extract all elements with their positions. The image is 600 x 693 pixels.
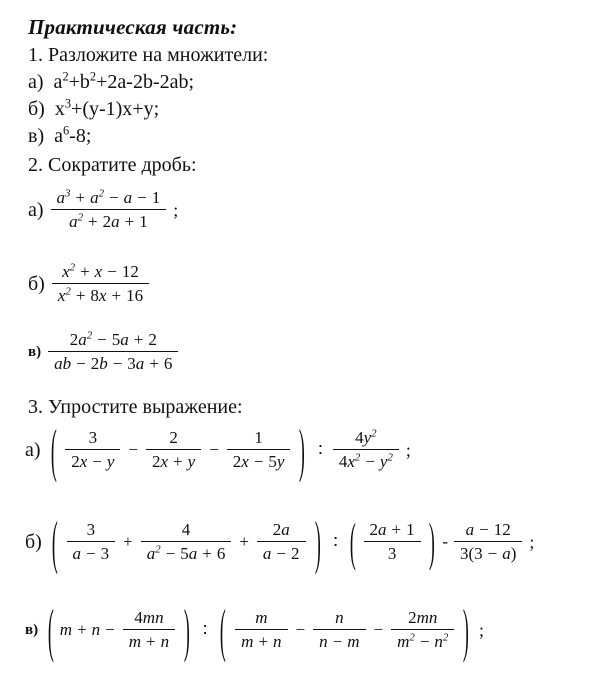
task-3-item-b (25, 508, 535, 576)
fraction-numerator: 2a (272, 520, 290, 539)
operator-hyphen-minus: - (442, 532, 448, 552)
fraction-2b (52, 262, 149, 306)
task-2-item-b (28, 262, 152, 306)
fraction-numerator: 4mn (134, 608, 164, 627)
operator-divide: ∶ (333, 531, 338, 552)
operator-minus: − (105, 620, 115, 640)
superscript: 6 (63, 123, 70, 138)
task-2-item-v (28, 330, 181, 374)
fraction-denominator: 3 (387, 544, 397, 564)
task-1-item-b (28, 96, 160, 120)
item-label-a: а) (25, 439, 41, 462)
fraction-denominator: ab − 2b − 3a + 6 (54, 354, 173, 374)
page-title: Практическая часть: (28, 15, 238, 39)
item-label-b: б) (28, 98, 45, 120)
fraction-3a-1 (65, 428, 120, 472)
task-1-heading: 1. Разложите на множители: (28, 44, 269, 66)
fraction-3b-3 (257, 520, 306, 564)
item-label-v: в) (25, 621, 39, 638)
fraction-2a (51, 188, 167, 232)
fraction-3a-3 (227, 428, 291, 472)
term-n: n (91, 620, 101, 640)
task-3-item-v (25, 596, 485, 664)
fraction-denominator: m + n (128, 632, 170, 652)
superscript: 3 (64, 96, 72, 111)
operator-minus: − (209, 440, 219, 460)
superscript: 2 (62, 69, 69, 84)
paren-close: ) (314, 508, 321, 576)
operator-plus: + (123, 532, 133, 552)
term-m: m (59, 620, 73, 640)
paren-close: ) (428, 512, 435, 572)
fraction-denominator: 2x − 5y (232, 452, 285, 472)
fraction-numerator: 2mn (408, 608, 438, 627)
fraction-denominator: $m^2 - n^2$ (397, 631, 449, 652)
fraction-numerator: 2a + 1 (369, 520, 415, 539)
task-3-heading: 3. Упростите выражение: (28, 396, 243, 418)
operator-minus: − (128, 440, 138, 460)
fraction-denominator: $a^2 + 2a + 1$ (69, 211, 148, 232)
item-label-b: б) (28, 273, 45, 296)
superscript: 2 (89, 69, 97, 84)
item-label-v: в) (28, 343, 42, 360)
fraction-numerator: 3 (86, 520, 96, 539)
fraction-numerator: n (335, 608, 344, 627)
fraction-numerator: 3 (88, 428, 98, 447)
semicolon: ; (405, 439, 411, 460)
fraction-3v-1 (123, 608, 175, 652)
fraction-denominator: 2x + y (152, 452, 196, 472)
operator-minus: − (295, 620, 306, 640)
semicolon: ; (479, 619, 485, 640)
fraction-denominator: $4x^2 - y^2$ (338, 451, 393, 472)
fraction-denominator: n − m (319, 632, 360, 652)
fraction-denominator: a − 3 (72, 544, 110, 564)
task-3-item-a (25, 416, 411, 484)
item-v-expression: $a^6-8$; (54, 123, 92, 147)
paren-open: ( (349, 512, 356, 572)
fraction-denominator: 3(3 − a) (459, 544, 517, 564)
fraction-3b-2 (141, 520, 232, 564)
paren-open: ( (50, 416, 57, 484)
fraction-numerator: 2 (169, 428, 178, 447)
paren-open: ( (51, 508, 58, 576)
fraction-denominator: $x^2 + 8x + 16$ (57, 285, 144, 306)
fraction-3b-divisor (364, 520, 421, 564)
item-a-expression: $a^2+b^2+2a-2b-2ab$; (53, 69, 195, 93)
fraction-numerator: $2a^2 - 5a + 2$ (69, 329, 157, 349)
fraction-3b-subtrahend (454, 520, 522, 564)
fraction-numerator: a − 12 (465, 520, 511, 539)
task-2-item-a (28, 188, 178, 232)
operator-divide: ∶ (202, 619, 208, 640)
fraction-2v (48, 330, 178, 374)
operator-plus: + (239, 532, 249, 552)
operator-divide: ∶ (318, 439, 323, 460)
item-label-a: а) (28, 71, 44, 93)
semicolon: ; (173, 199, 179, 220)
fraction-numerator: m (255, 608, 268, 627)
task-1-item-a (28, 69, 195, 93)
fraction-3a-divisor (333, 428, 399, 472)
item-label-v: в) (28, 125, 45, 147)
paren-close: ) (463, 596, 470, 664)
operator-plus: + (77, 620, 87, 640)
task-2-heading: 2. Сократите дробь: (28, 154, 197, 176)
item-label-a: а) (28, 199, 44, 222)
operator-minus: − (373, 620, 384, 640)
item-label-b: б) (25, 531, 42, 554)
task-1-item-v (28, 123, 92, 147)
fraction-denominator: $a^2 - 5a + 6$ (146, 543, 226, 564)
fraction-denominator: a − 2 (262, 544, 300, 564)
paren-open: ( (47, 596, 54, 664)
fraction-numerator: 1 (254, 428, 263, 447)
semicolon: ; (529, 531, 535, 552)
fraction-denominator: 2x − y (71, 452, 115, 472)
fraction-numerator: 4 (181, 520, 191, 539)
fraction-numerator: $x^2 + x - 12$ (62, 261, 139, 281)
fraction-denominator: m + n (241, 632, 282, 652)
item-b-expression: $x^3+(y-1)x+y$; (54, 96, 160, 120)
fraction-3b-1 (67, 520, 116, 564)
paren-open: ( (220, 596, 227, 664)
paren-close: ) (183, 596, 190, 664)
fraction-numerator: $4y^2$ (355, 427, 377, 447)
fraction-3a-2 (146, 428, 201, 472)
fraction-numerator: $a^3 + a^2 - a - 1$ (56, 187, 161, 207)
fraction-3v-4 (391, 608, 454, 652)
paren-close: ) (299, 416, 306, 484)
fraction-3v-3 (313, 608, 365, 652)
fraction-3v-2 (235, 608, 287, 652)
